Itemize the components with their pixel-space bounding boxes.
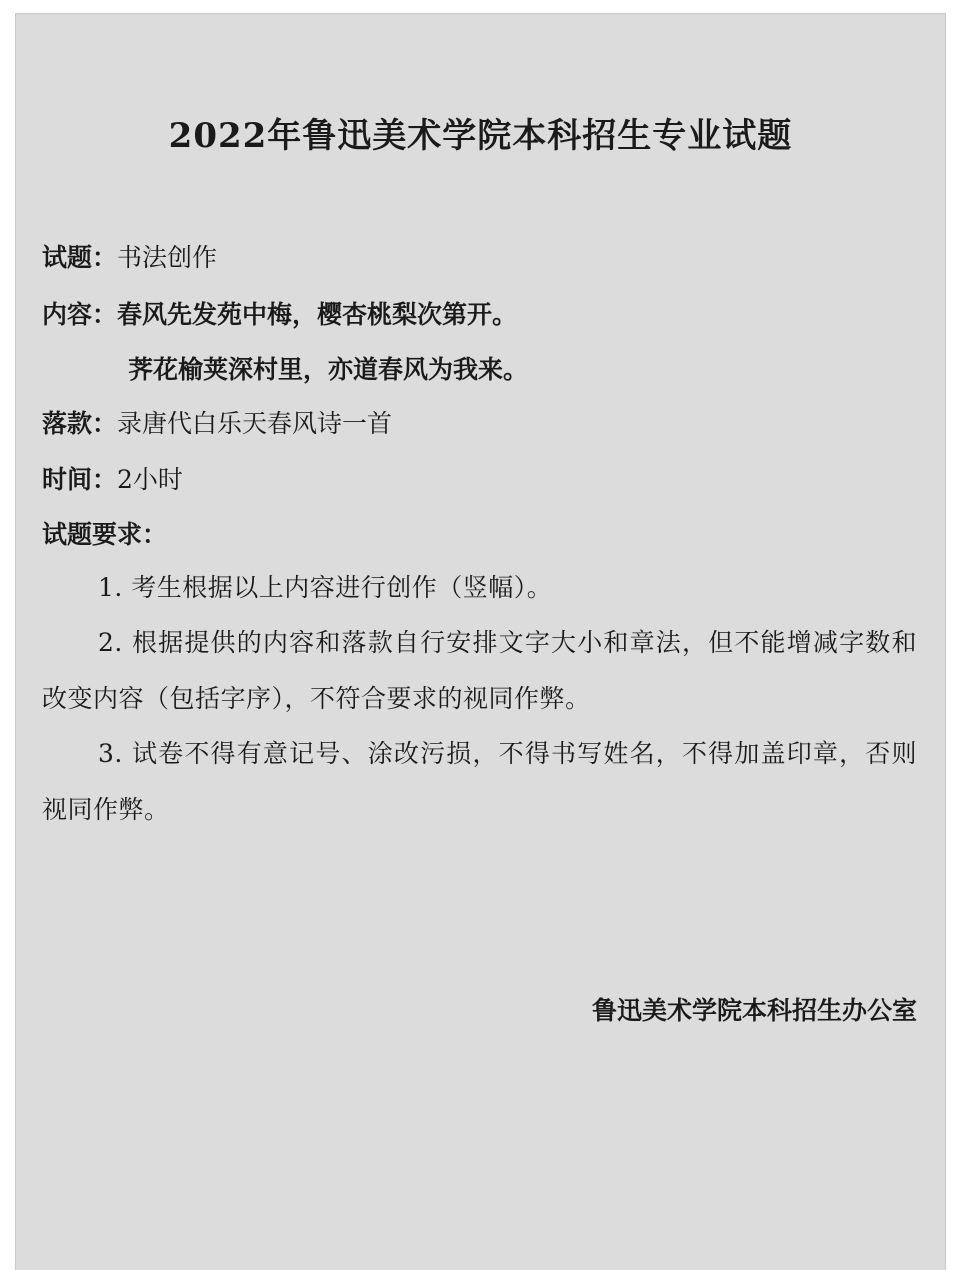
inscription-row bbox=[42, 407, 392, 441]
content-row bbox=[42, 298, 517, 332]
subject-label: 试题： bbox=[42, 243, 118, 272]
inscription-label: 落款： bbox=[42, 409, 118, 438]
content-label: 内容： bbox=[42, 300, 118, 329]
time-row bbox=[42, 463, 183, 497]
content-row-2 bbox=[128, 353, 528, 387]
page-title: 2022年鲁迅美术学院本科招生专业试题 bbox=[168, 116, 793, 156]
requirement-item-3: 3. 试卷不得有意记号、涂改污损，不得书写姓名，不得加盖印章，否则视同作弊。 bbox=[42, 739, 917, 824]
content-line-1: 春风先发苑中梅，樱杏桃梨次第开。 bbox=[117, 300, 518, 329]
requirements-heading: 试题要求： bbox=[42, 520, 168, 549]
exam-page bbox=[16, 14, 945, 1270]
requirement-item-2: 2. 根据提供的内容和落款自行安排文字大小和章法，但不能增减字数和改变内容（包括字序），不符合要求的视同作弊。 bbox=[42, 628, 917, 713]
inscription-value: 录唐代白乐天春风诗一首 bbox=[117, 409, 393, 438]
requirement-item-1: 1. 考生根据以上内容进行创作（竖幅）。 bbox=[98, 573, 553, 602]
subject-value: 书法创作 bbox=[117, 243, 218, 272]
subject-row bbox=[42, 241, 217, 275]
time-label: 时间： bbox=[42, 465, 118, 494]
time-value: 2小时 bbox=[117, 465, 183, 494]
signature: 鲁迅美术学院本科招生办公室 bbox=[591, 996, 917, 1025]
content-line-2: 荠花榆荚深村里，亦道春风为我来。 bbox=[128, 355, 529, 384]
